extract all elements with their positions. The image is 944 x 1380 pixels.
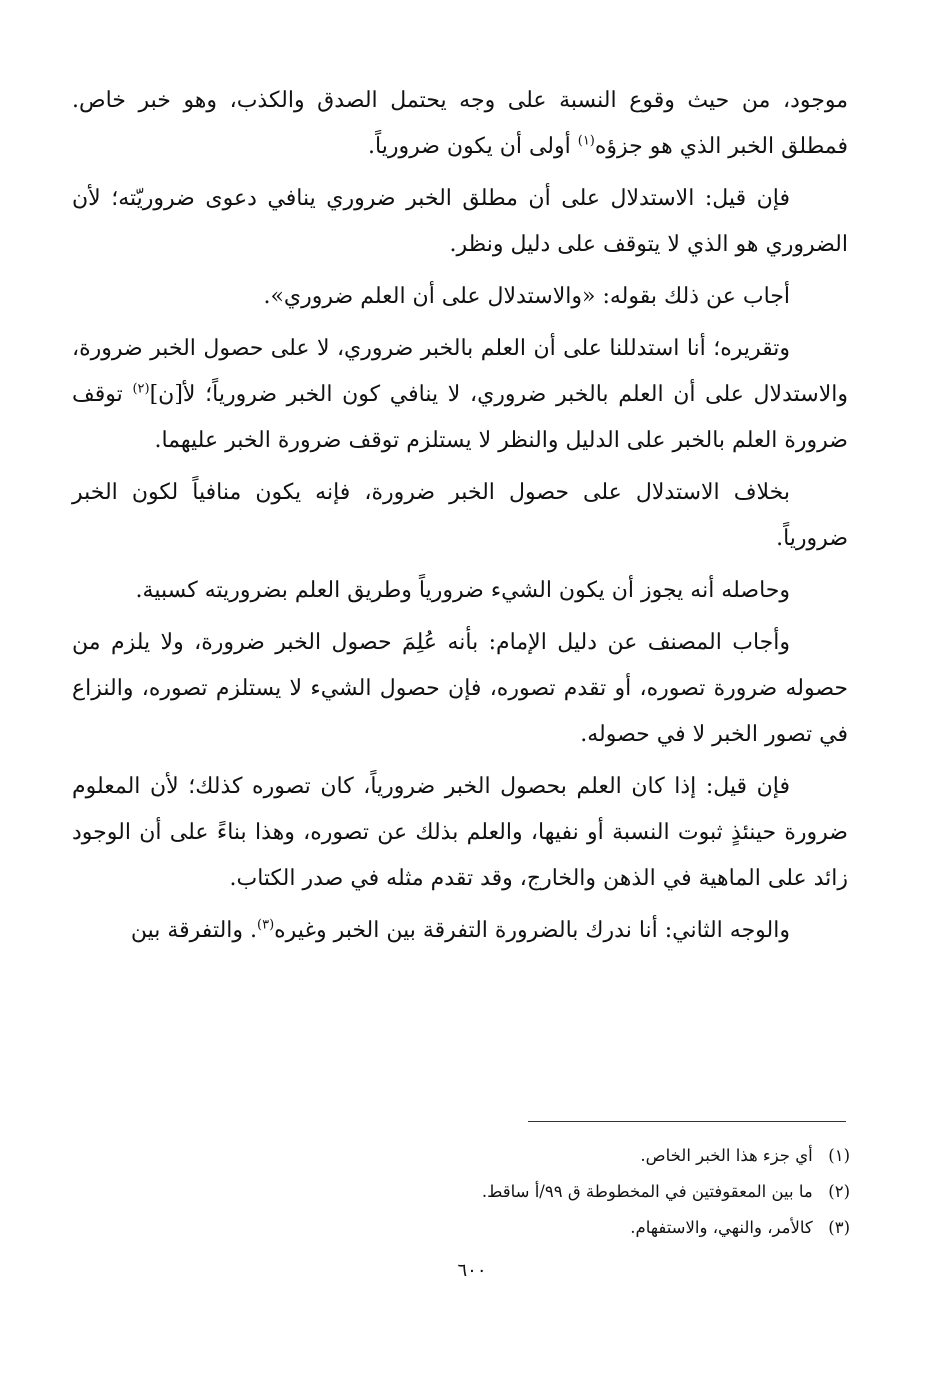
text-run: توقف ضرورة العلم بالخبر على الدليل والنظر لا يستلزم توقف ضرورة الخبر عليهما. (72, 382, 848, 453)
footnote-number: (١) (828, 1146, 850, 1165)
paragraph (72, 568, 848, 614)
text-run: فإن قيل: إذا كان العلم بحصول الخبر ضرورياً، كان تصوره كذلك؛ لأن المعلوم ضرورة حينئذٍ ثبوت النسبة أو نفيها، والعلم بذلك عن تصوره، وهذا بناءً على أن الوجود زائد على الماهية في الذهن والخارج، وقد تقدم مثله في صدر الكتاب. (72, 774, 848, 891)
footnote-separator (528, 1121, 846, 1122)
footnote-number: (٣) (828, 1218, 850, 1237)
paragraph (72, 908, 848, 954)
text-run: والوجه الثاني: أنا ندرك بالضرورة التفرقة بين الخبر وغيره (274, 918, 790, 943)
footnote (200, 1138, 850, 1174)
footnote (200, 1174, 850, 1210)
footnote-marker: (٢) (132, 381, 150, 397)
footnote (200, 1210, 850, 1246)
text-run: موجود، من حيث وقوع النسبة على وجه يحتمل الصدق والكذب، وهو خبر خاص. فمطلق الخبر الذي هو جزؤه (72, 88, 848, 159)
text-run: أولى أن يكون ضرورياً. (368, 134, 578, 159)
text-run: فإن قيل: الاستدلال على أن مطلق الخبر ضروري ينافي دعوى ضروريّته؛ لأن الضروري هو الذي لا يتوقف على دليل ونظر. (72, 186, 848, 257)
text-run: . والتفرقة بين (130, 918, 258, 943)
paragraph (72, 78, 848, 170)
page-number: ٦٠٠ (457, 1260, 487, 1281)
paragraph (72, 326, 848, 464)
paragraph (72, 176, 848, 268)
footnote-text: أي جزء هذا الخبر الخاص. (640, 1146, 813, 1165)
main-text (72, 78, 848, 960)
paragraph (72, 274, 848, 320)
text-run: وحاصله أنه يجوز أن يكون الشيء ضرورياً وطريق العلم بضروريته كسبية. (135, 578, 790, 603)
footnote-text: ما بين المعقوفتين في المخطوطة ق ٩٩/أ ساقط. (481, 1182, 813, 1201)
footnote-marker: (١) (577, 133, 595, 149)
paragraph (72, 764, 848, 902)
text-run: بخلاف الاستدلال على حصول الخبر ضرورة، فإنه يكون منافياً لكون الخبر ضرورياً. (72, 480, 848, 551)
footnote-number: (٢) (828, 1182, 850, 1201)
text-run: أجاب عن ذلك بقوله: «والاستدلال على أن العلم ضروري». (263, 284, 790, 309)
footnote-text: كالأمر، والنهي، والاستفهام. (630, 1218, 813, 1237)
paragraph (72, 470, 848, 562)
footnote-marker: (٣) (257, 917, 275, 933)
text-run: وأجاب المصنف عن دليل الإمام: بأنه عُلِمَ حصول الخبر ضرورة، ولا يلزم من حصوله ضرورة تصوره، أو تقدم تصوره، فإن حصول الشيء لا يستلزم تصوره، والنزاع في تصور الخبر لا في حصوله. (72, 630, 848, 747)
paragraph (72, 620, 848, 758)
footnotes (200, 1138, 850, 1246)
text-run: وتقريره؛ أنا استدللنا على أن العلم بالخبر ضروري، لا على حصول الخبر ضرورة، والاستدلال على أن العلم بالخبر ضروري، لا ينافي كون الخبر ضرورياً؛ لأ[ن] (72, 336, 848, 407)
